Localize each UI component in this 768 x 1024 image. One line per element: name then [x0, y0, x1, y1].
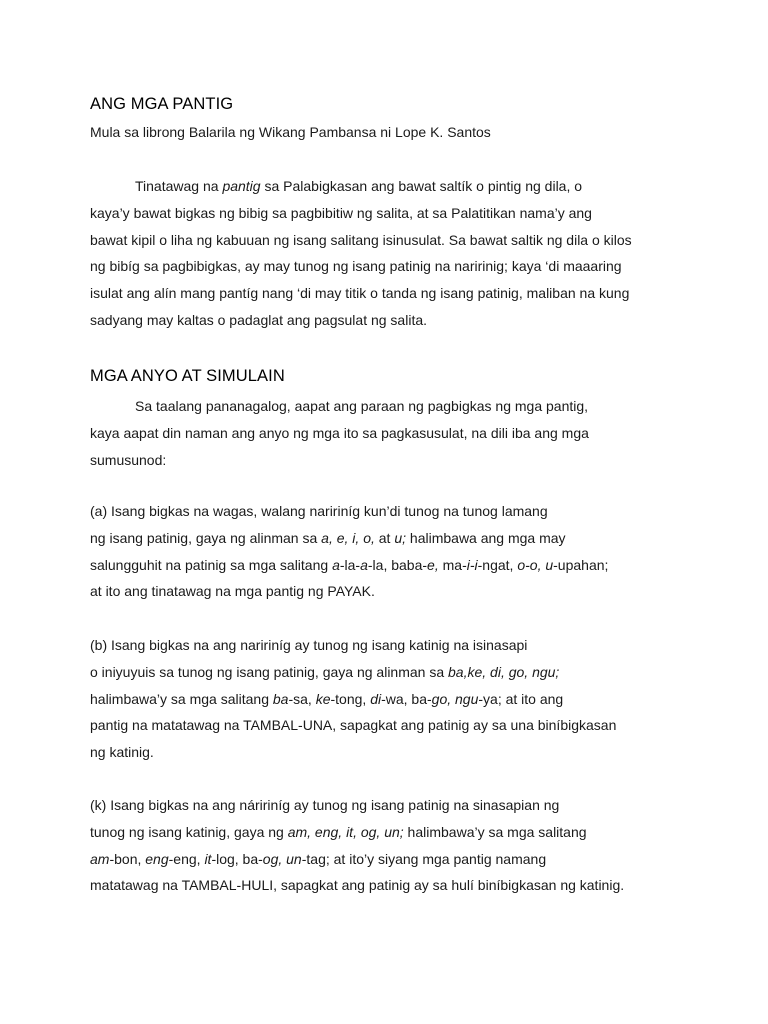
- intro-paragraph: [90, 173, 632, 334]
- document-title: ANG MGA PANTIG: [90, 95, 234, 113]
- text-line: (k) Isang bigkas na ang náririníg ay tunog ng isang patinig na sinasapian ng: [90, 797, 560, 813]
- text-line: halimbawa’y sa mga salitang ba-sa, ke-tong, di-wa, ba-go, ngu-ya; at ito ang: [90, 690, 564, 707]
- text-line: o iniyuyuis sa tunog ng isang patinig, gaya ng alinman sa ba,ke, di, go, ngu;: [90, 663, 560, 680]
- item-a-paragraph: [90, 498, 608, 605]
- text-line: tunog ng isang katinig, gaya ng am, eng, it, og, un; halimbawa’y sa mga salitang: [90, 823, 587, 840]
- text-line: sumusunod:: [90, 451, 167, 468]
- item-k-paragraph: [90, 792, 624, 899]
- text-line: kaya aapat din naman ang anyo ng mga ito sa pagkasusulat, na dili iba ang mga: [90, 424, 589, 441]
- text-line: isulat ang alín mang pantíg nang ‘di may titik o tanda ng isang patinig, maliban na kung: [90, 285, 630, 302]
- text-line: (b) Isang bigkas na ang naririníg ay tunog ng isang katinig na isinasapi: [90, 637, 528, 653]
- text-line: sadyang may kaltas o padaglat ang pagsulat ng salita.: [90, 311, 428, 328]
- section-heading: MGA ANYO AT SIMULAIN: [90, 367, 285, 385]
- text-line: matatawag na TAMBAL-HULI, sapagkat ang patinig ay sa hulí biníbigkasan ng katinig.: [90, 877, 625, 894]
- text-line: salungguhit na patinig sa mga salitang a-la-a-la, baba-e, ma-i-i-ngat, o-o, u-upahan;: [90, 556, 609, 573]
- text-line: am-bon, eng-eng, it-log, ba-og, un-tag; at ito’y siyang mga pantig namang: [90, 850, 547, 867]
- text-line: Sa taalang pananagalog, aapat ang paraan ng pagbigkas ng mga pantig,: [135, 398, 589, 414]
- text-line: ng isang patinig, gaya ng alinman sa a, e, i, o, at u; halimbawa ang mga may: [90, 529, 566, 546]
- text-line: ng katinig.: [90, 744, 154, 761]
- text-line: at ito ang tinatawag na mga pantig ng PAYAK.: [90, 583, 375, 600]
- text-line: Tinatawag na pantig sa Palabigkasan ang bawat saltík o pintig ng dila, o: [135, 178, 583, 194]
- document-subtitle: Mula sa librong Balarila ng Wikang Pambansa ni Lope K. Santos: [90, 124, 491, 140]
- text-line: bawat kipil o liha ng kabuuan ng isang salitang isinusulat. Sa bawat saltik ng dila o kilos: [90, 231, 632, 248]
- text-line: ng bibíg sa pagbibigkas, ay may tunog ng isang patinig na naririnig; kaya ‘di maaaring: [90, 258, 622, 275]
- text-line: (a) Isang bigkas na wagas, walang naririníg kun’di tunog na tunog lamang: [90, 503, 548, 519]
- item-b-paragraph: [90, 632, 616, 766]
- section-intro-paragraph: [90, 393, 589, 473]
- text-line: pantig na matatawag na TAMBAL-UNA, sapagkat ang patinig ay sa una biníbigkasan: [90, 717, 617, 734]
- text-line: kaya’y bawat bigkas ng bibig sa pagbibitiw ng salita, at sa Palatitikan nama’y ang: [90, 204, 592, 221]
